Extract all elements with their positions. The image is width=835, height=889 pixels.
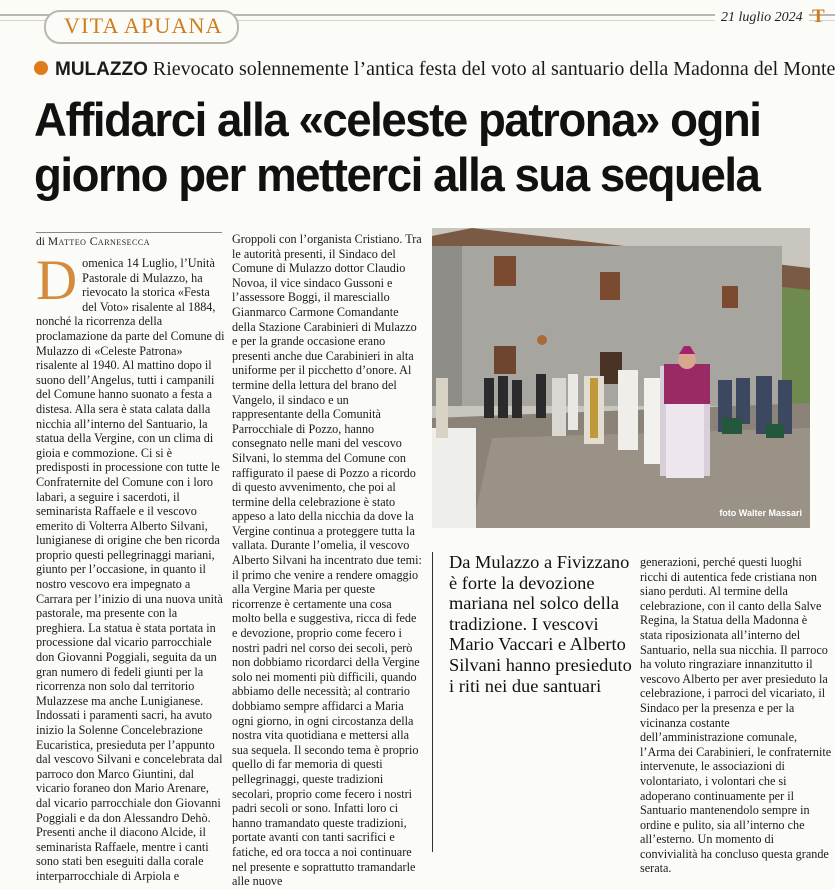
headline: Affidarci alla «celeste patrona» ogni giorno per metterci alla sua sequela: [34, 93, 761, 201]
byline-author: Matteo Carnesecca: [47, 236, 150, 248]
page-header: [0, 0, 835, 44]
byline-prefix: di: [36, 236, 45, 248]
sanctuary-ceremony-illustration: [432, 228, 810, 528]
kicker-place: MULAZZO: [55, 59, 148, 80]
byline: [36, 232, 222, 248]
article-text-1: omenica 14 Luglio, l’Unità Pastorale di Mulazzo, ha rievocato la storica «Festa del Voto» risalente al 1884, nonché la ricorrenza della proclamazione da parte del Comune di Mulazzo di «Celeste Patrona» risalente al 1940. Al mattino dopo il suono dell’Angelus, tutti i campanili del Comune hanno suonato a festa a distesa. Alla sera è stata calata dalla nicchia all’interno del Santuario, la statua della Vergine, con un clima di gioia e commozione. Ci si è predisposti in processione con tutte le Confraternite del Comune con i loro labari, a seguire i sacerdoti, il seminarista Raffaele e il vescovo emerito di Volterra Alberto Silvani, lunigianese di origine che ben ricorda proprio questi pellegrinaggi mariani, giunto per l’occasione, in quanto il nostro vescovo era impegnato a Carrara per l’inizio di una nuova unità pastorale, ma presente con la preghiera. La statua è stata portata in processione dal vicario parrocchiale don Giovanni Poggiali, seguita da un gran numero di fedeli giunti per la ricorrenza non solo dal territorio Mulazzese ma anche Lunigianese. Indossati i paramenti sacri, ha avuto inizio la Solenne Concelebrazione Eucaristica, presieduta per l’appunto dal vescovo Silvani e concelebrata dal parroco don Marco Giuntini, dal vicario foraneo don Mario Arenare, dal vicario parrocchiale don Giovanni Poggiali e da don Alessandro Dehò. Presenti anche il diacono Alcide, il seminarista Raffaele, mentre i canti sono stati ben eseguiti dalla corale interparrocchiale di Arpiola e: [36, 256, 225, 883]
article-photo: [432, 228, 810, 528]
issue-date: 21 luglio 2024: [715, 10, 809, 26]
article-column-1: [36, 249, 226, 883]
bullet-dot-icon: [34, 61, 48, 75]
article-column-4: generazioni, perché questi luoghi ricchi di autentica fede cristiana non siano perduti. Al termine della celebrazione, con il canto della Salve Regina, la Statua della Madonna è stata riposizionata all’interno del Santuario, nella sua nicchia. Il parroco ha voluto ringraziare innanzitutto il vescovo Alberto per aver presieduto la celebrazione, i parroci del vicariato, il Sindaco per la presenza e per la vicinanza costante dell’amministrazione comunale, l’Arma dei Carabinieri, le confraternite intervenute, le associazioni di volontariato, i volontari che si adoperano continuamente per il Santuario mantenendolo sempre in ordine e pulito, sia all’interno che all’esterno. Un momento di convivialità ha concluso questa grande serata.: [640, 555, 832, 876]
kicker: [34, 58, 835, 81]
page-edge-letter: T: [812, 6, 825, 27]
kicker-text: Rievocato solennemente l’antica festa del voto al santuario della Madonna del Monte: [152, 58, 835, 80]
section-label: VITA APUANA: [44, 10, 239, 44]
drop-cap: D: [36, 249, 78, 312]
photo-credit: foto Walter Massari: [719, 508, 802, 518]
pull-quote: Da Mulazzo a Fivizzano è forte la devozione mariana nel solco della tradizione. I vescovi Mario Vaccari e Alberto Silvani hanno presieduto i riti nei due santuari: [432, 552, 632, 852]
article-column-2: Groppoli con l’organista Cristiano. Tra le autorità presenti, il Sindaco del Comune di Mulazzo dottor Claudio Novoa, il vice sindaco Gussoni e l’assessore Boggi, il maresciallo Gianmarco Carmone Comandante della Stazione Carabinieri di Mulazzo e per la grande occasione erano presenti anche due Carabinieri in alta uniforme per il picchetto d’onore. Al termine della lettura del brano del Vangelo, il sindaco e un rappresentante della Comunità Parrocchiale di Pozzo, hanno consegnato nelle mani del vescovo Silvani, lo stemma del Comune con raffigurato il paese di Pozzo a ricordo di questo avvenimento, che poi al termine della celebrazione è stato appeso a lato della nicchia da dove la Vergine continua a proteggere tutta la vallata. Durante l’omelia, il vescovo Alberto Silvani ha incentrato due temi: il primo che venire a rendere omaggio alla Vergine Maria per queste ricorrenze è certamente una cosa molto bella e suggestiva, ricca di fede e devozione, proprio come fecero i nostri padri nel corso dei secoli, però non dobbiamo ricordarci della Vergine solo nei momenti più difficili, quando abbiamo delle necessità; al contrario dobbiamo sempre affidarci a Maria ogni giorno, in ogni circostanza della nostra vita quotidiana e mettersi alla sua sequela. Il secondo tema è proprio quello di far memoria di questi pellegrinaggi, queste tradizioni secolari, proprio come fecero i nostri padri secoli or sono. Infatti loro ci hanno tramandato queste tradizioni, portate avanti con tanti sacrifici e fatiche, ed ora tocca a noi continuare nel presente e soprattutto tramandarle alle nuove: [232, 232, 422, 889]
